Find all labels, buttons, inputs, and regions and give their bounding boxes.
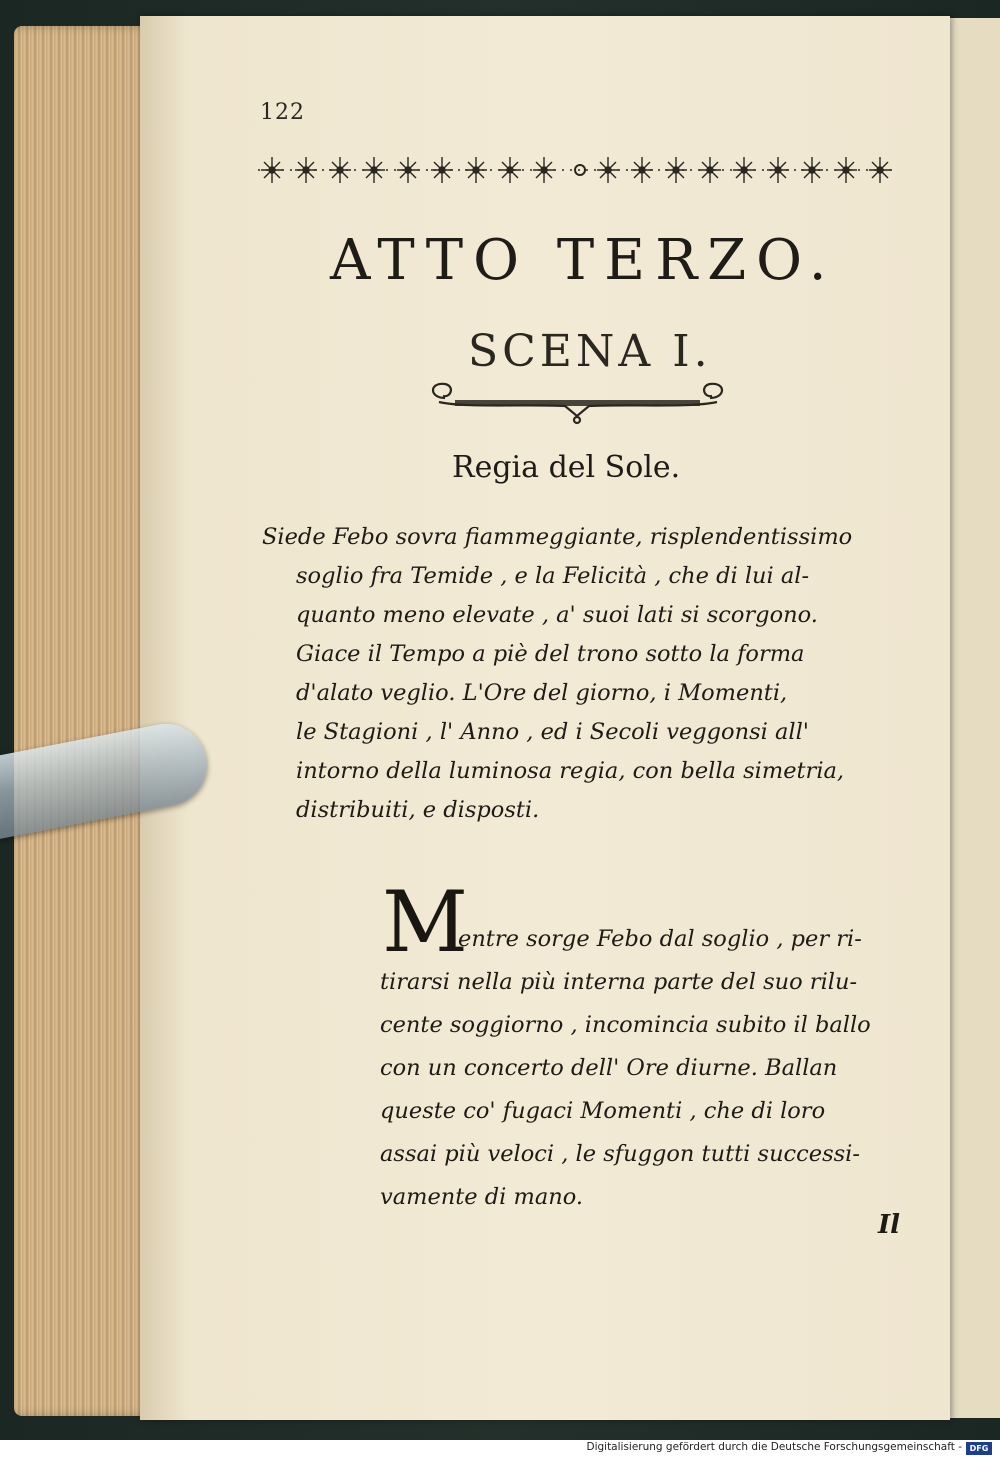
digitization-credit: Digitalisierung gefördert durch die Deutsche Forschungsgemeinschaft -	[586, 1441, 962, 1453]
body-line: con un concerto dell' Ore diurne. Ballan	[380, 1055, 838, 1081]
scene-setting: Regia del Sole.	[452, 450, 681, 485]
scroll-rule-ornament	[425, 376, 730, 426]
body-line: tirarsi nella più interna parte del suo rilu-	[380, 969, 858, 995]
catchword: Il	[878, 1210, 901, 1240]
body-line: entre sorge Febo dal soglio , per ri-	[458, 926, 862, 952]
stage-direction-line: Giace il Tempo a piè del trono sotto la forma	[296, 641, 805, 667]
stage-direction-line: le Stagioni , l' Anno , ed i Secoli veggonsi all'	[296, 719, 809, 745]
body-line: cente soggiorno , incomincia subito il ballo	[380, 1012, 871, 1038]
body-paragraph	[380, 918, 910, 1219]
act-title: ATTO TERZO.	[330, 228, 837, 293]
scene-title: SCENA I.	[468, 326, 712, 377]
page-number: 122	[260, 100, 305, 125]
stage-direction	[262, 518, 912, 830]
stage-direction-line: distribuiti, e disposti.	[296, 797, 540, 823]
stage-direction-line: d'alato veglio. L'Ore del giorno, i Momenti,	[296, 680, 788, 706]
printer-ornament-row	[258, 150, 898, 190]
stage-direction-line: Siede Febo sovra fiammeggiante, risplendentissimo	[262, 524, 853, 550]
body-line: vamente di mano.	[380, 1184, 584, 1210]
drop-cap: M	[382, 873, 469, 971]
dfg-logo: DFG	[966, 1442, 992, 1455]
stage-direction-line: quanto meno elevate , a' suoi lati si scorgono.	[296, 602, 818, 628]
stage-direction-line: intorno della luminosa regia, con bella simetria,	[296, 758, 845, 784]
body-line: assai più veloci , le sfuggon tutti successi-	[380, 1141, 860, 1167]
body-line: queste co' fugaci Momenti , che di loro	[380, 1098, 826, 1124]
stage-direction-line: soglio fra Temide , e la Felicità , che di lui al-	[296, 563, 810, 589]
